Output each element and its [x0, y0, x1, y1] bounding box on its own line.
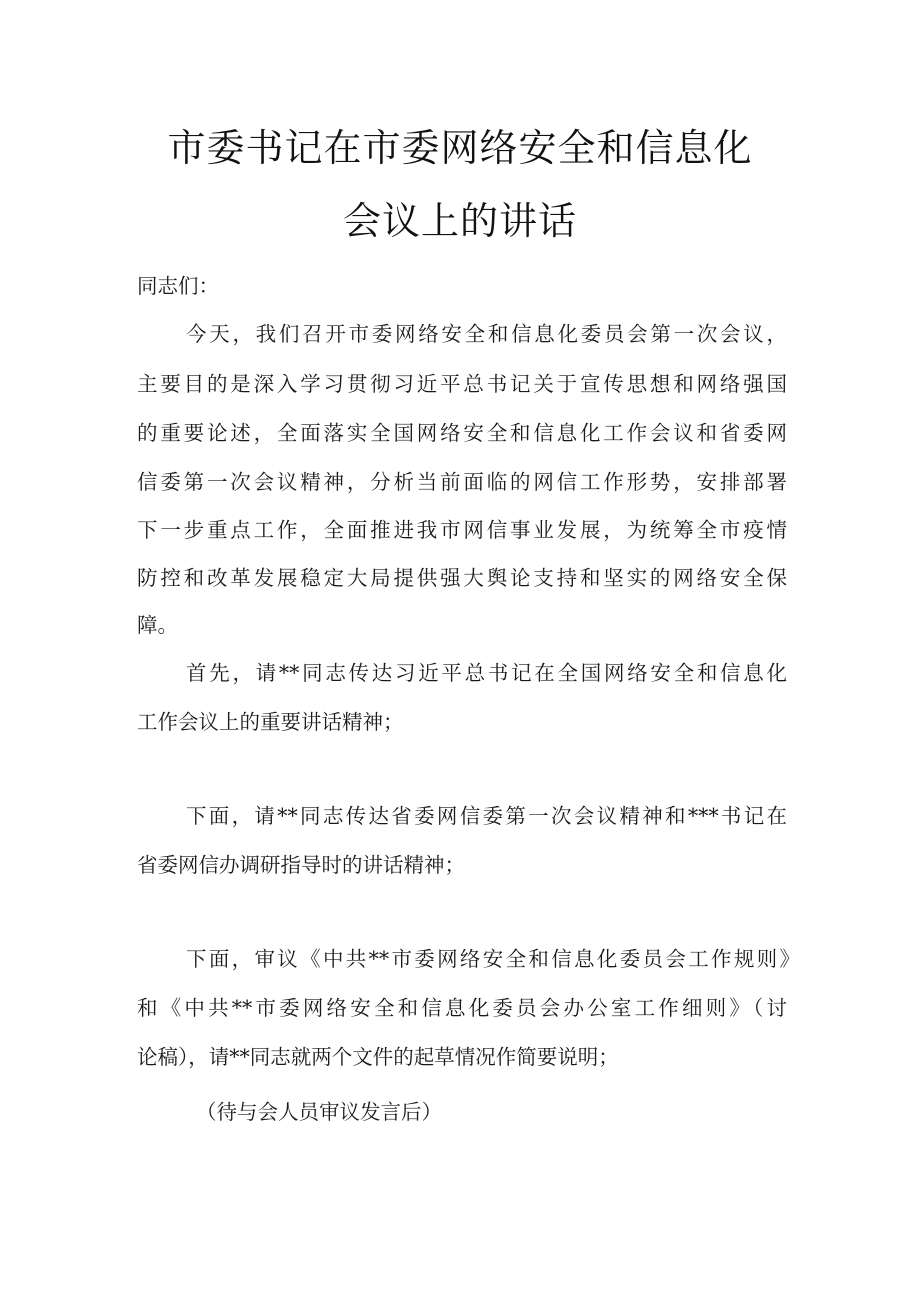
paragraph1-line-3: 的重要论述，全面落实全国网络安全和信息化工作会议和省委网 — [137, 421, 787, 445]
paragraph1-line-5: 下一步重点工作，全面推进我市网信事业发展，为统筹全市疫情 — [137, 518, 787, 542]
paragraph1-line-1: 今天，我们召开市委网络安全和信息化委员会第一次会议， — [186, 322, 787, 346]
paragraph3-line-2: 省委网信办调研指导时的讲话精神； — [137, 853, 465, 877]
paragraph2-line-1: 首先，请**同志传达习近平总书记在全国网络安全和信息化 — [186, 661, 787, 685]
paragraph4-line-3: 论稿），请**同志就两个文件的起草情况作简要说明； — [137, 1045, 619, 1069]
paragraph4-line-1: 下面，审议《中共**市委网络安全和信息化委员会工作规则》 — [186, 947, 800, 971]
document-title-line-1: 市委书记在市委网络安全和信息化 — [167, 126, 753, 170]
document-title-line-2: 会议上的讲话 — [342, 199, 577, 243]
paragraph1-line-7: 障。 — [137, 613, 178, 637]
salutation: 同志们： — [137, 274, 219, 298]
paragraph3-line-1: 下面，请**同志传达省委网信委第一次会议精神和***书记在 — [186, 804, 787, 828]
paragraph1-line-2: 主要目的是深入学习贯彻习近平总书记关于宣传思想和网络强国 — [137, 372, 787, 396]
paragraph4-line-2: 和《中共**市委网络安全和信息化委员会办公室工作细则》（讨 — [137, 996, 787, 1020]
paragraph2-line-2: 工作会议上的重要讲话精神； — [137, 710, 404, 734]
paragraph1-line-4: 信委第一次会议精神，分析当前面临的网信工作形势，安排部署 — [137, 470, 787, 494]
meeting-note: （待与会人员审议发言后） — [196, 1100, 442, 1124]
paragraph1-line-6: 防控和改革发展稳定大局提供强大舆论支持和坚实的网络安全保 — [137, 566, 787, 590]
